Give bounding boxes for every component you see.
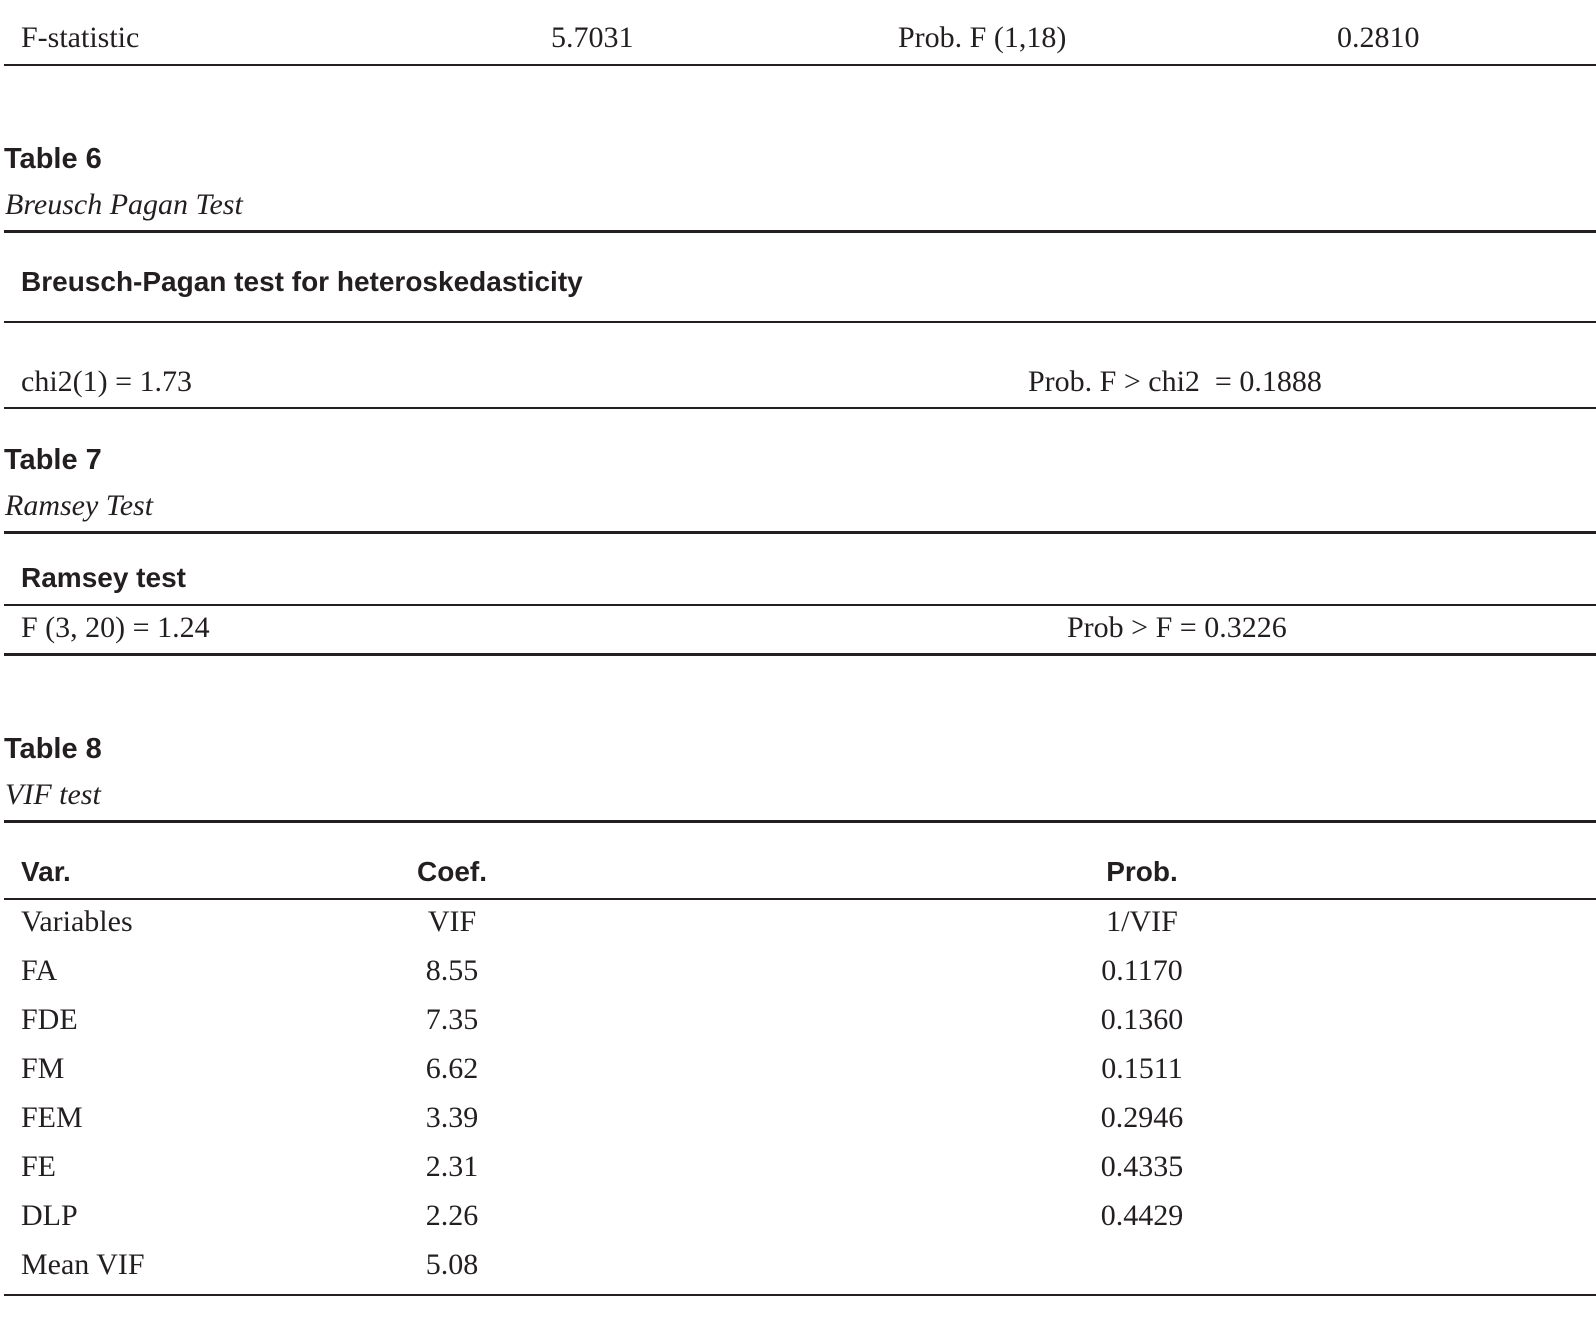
row-vif: 3.39 bbox=[425, 1101, 479, 1134]
table-8-top-rule bbox=[4, 820, 1596, 823]
row-inverse-vif: 0.1360 bbox=[1100, 1003, 1184, 1036]
table-6-top-rule bbox=[4, 230, 1596, 233]
table-7-top-rule bbox=[4, 531, 1596, 534]
row-vif: 7.35 bbox=[425, 1003, 479, 1036]
column-header-prob: Prob. bbox=[1106, 856, 1178, 887]
table-6-header-rule bbox=[4, 321, 1596, 323]
row-vif: 2.26 bbox=[425, 1199, 479, 1232]
column-header-coef: Coef. bbox=[417, 856, 487, 887]
table-7-header: Ramsey test bbox=[21, 562, 186, 593]
row-inverse-vif: 1/VIF bbox=[1106, 905, 1178, 938]
table-7-title: Table 7 bbox=[4, 444, 102, 476]
row-vif: VIF bbox=[427, 905, 477, 938]
table-8-subtitle: VIF test bbox=[5, 778, 101, 811]
row-variable: Mean VIF bbox=[21, 1248, 145, 1281]
table-7-subtitle: Ramsey Test bbox=[5, 489, 154, 522]
row-vif: 6.62 bbox=[425, 1052, 479, 1085]
table-7-probability: Prob > F = 0.3226 bbox=[1067, 611, 1287, 644]
row-variable: FEM bbox=[21, 1101, 83, 1134]
row-variable: FE bbox=[21, 1150, 57, 1183]
table-7-bottom-rule bbox=[4, 653, 1596, 656]
table-6-probability: Prob. F > chi2 = 0.1888 bbox=[1028, 365, 1322, 398]
row-variable: FA bbox=[21, 954, 58, 987]
table-6-title: Table 6 bbox=[4, 143, 102, 175]
row-vif: 5.08 bbox=[425, 1248, 479, 1281]
table-8-bottom-rule bbox=[4, 1294, 1596, 1296]
table-6-header: Breusch-Pagan test for heteroskedasticity bbox=[21, 266, 583, 297]
row-variable: Variables bbox=[21, 905, 133, 938]
f-statistic-label: F-statistic bbox=[21, 21, 140, 54]
prob-f-label: Prob. F (1,18) bbox=[898, 21, 1067, 54]
table-6-bottom-rule bbox=[4, 407, 1596, 409]
row-inverse-vif: 0.4335 bbox=[1100, 1150, 1184, 1183]
table-6-subtitle: Breusch Pagan Test bbox=[5, 188, 243, 221]
f-statistic-value: 5.7031 bbox=[551, 21, 634, 54]
row-inverse-vif: 0.1511 bbox=[1101, 1052, 1183, 1085]
row-inverse-vif: 0.2946 bbox=[1100, 1101, 1184, 1134]
row-inverse-vif: 0.4429 bbox=[1100, 1199, 1184, 1232]
row-vif: 2.31 bbox=[425, 1150, 479, 1183]
top-row-bottom-rule bbox=[4, 64, 1596, 66]
row-inverse-vif: 0.1170 bbox=[1101, 954, 1183, 987]
table-6-statistic: chi2(1) = 1.73 bbox=[21, 365, 193, 398]
row-variable: FM bbox=[21, 1052, 65, 1085]
column-header-var: Var. bbox=[21, 856, 71, 887]
row-vif: 8.55 bbox=[425, 954, 479, 987]
row-variable: DLP bbox=[21, 1199, 78, 1232]
table-8-header-rule bbox=[4, 898, 1596, 900]
table-7-statistic: F (3, 20) = 1.24 bbox=[21, 611, 210, 644]
table-7-header-rule bbox=[4, 604, 1596, 606]
prob-f-value: 0.2810 bbox=[1337, 21, 1420, 54]
row-variable: FDE bbox=[21, 1003, 78, 1036]
table-8-title: Table 8 bbox=[4, 733, 102, 765]
